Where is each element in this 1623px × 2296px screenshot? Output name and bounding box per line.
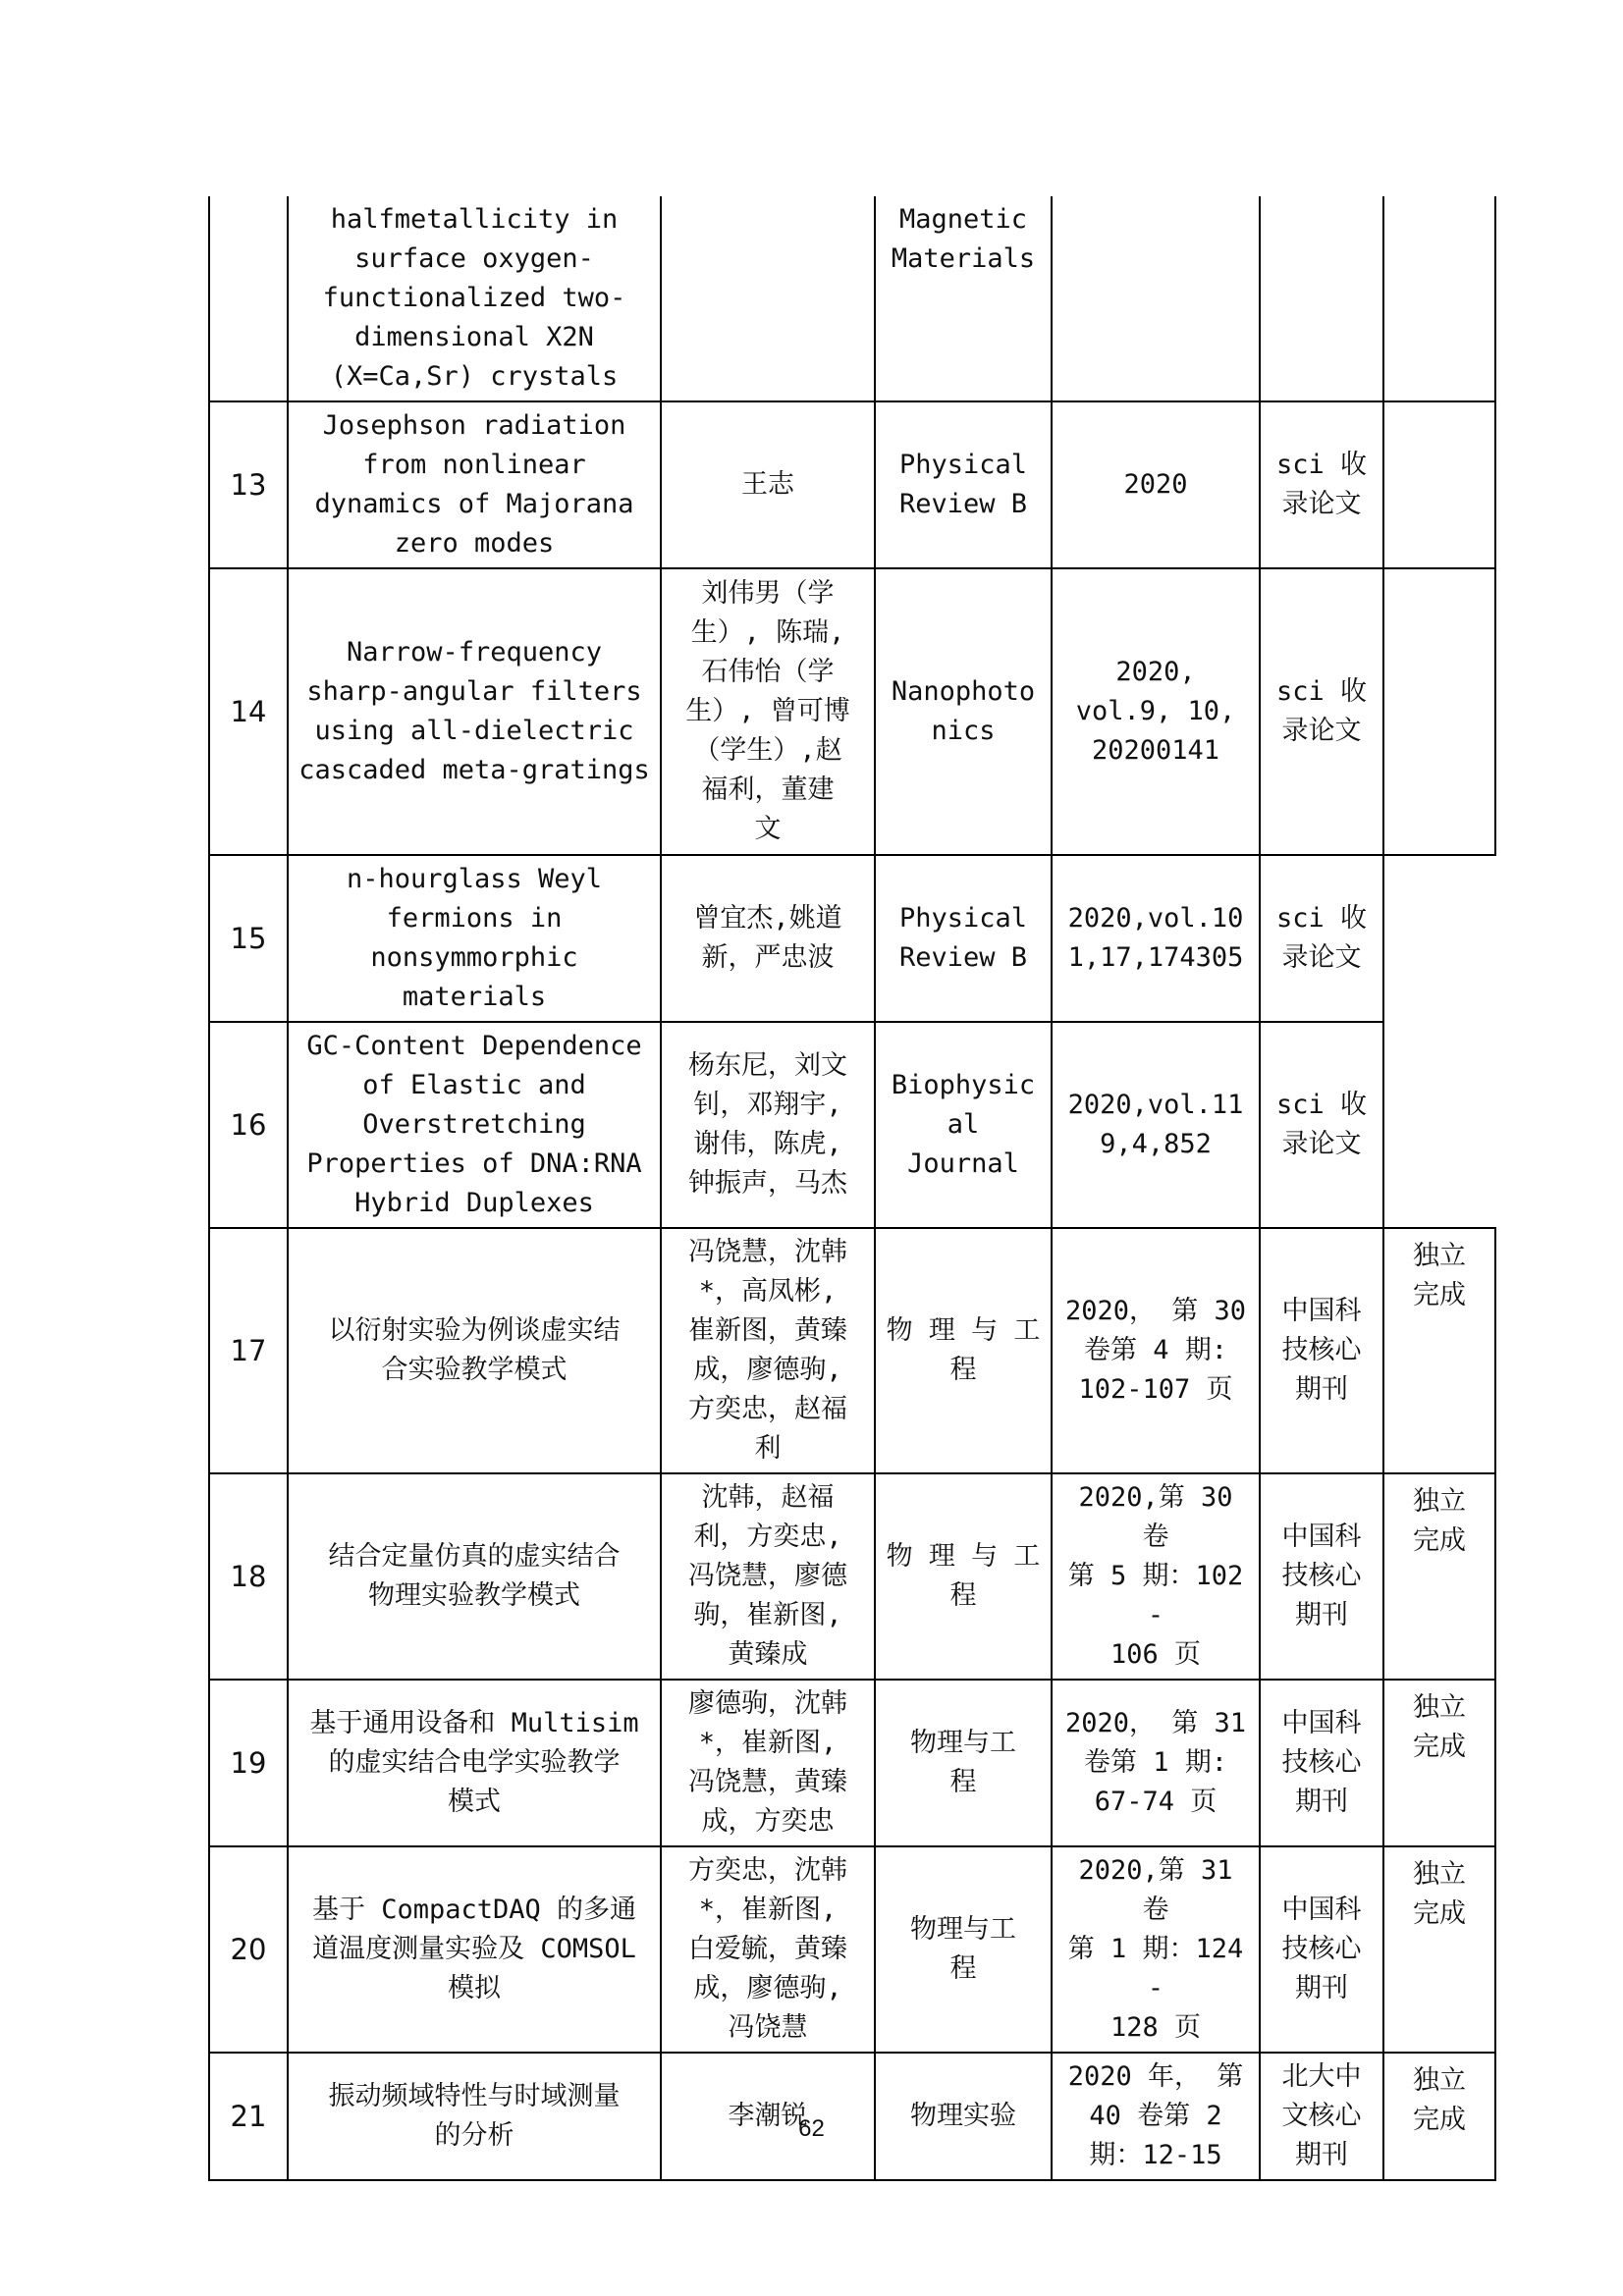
row-number: 15 <box>209 855 288 1022</box>
publish-info: 2020， 第 31 卷第 1 期: 67-74 页 <box>1052 1680 1260 1846</box>
table-row <box>209 568 1495 855</box>
publish-info: 2020 <box>1052 401 1260 568</box>
paper-authors: 刘伟男（学 生）, 陈瑞, 石伟怡（学 生）, 曾可博 （学生）,赵 福利，董建 文 <box>661 568 875 855</box>
index-type: 中国科 技核心 期刊 <box>1260 1846 1383 2053</box>
journal-name: Physical Review B <box>875 401 1052 568</box>
remark <box>1383 568 1495 855</box>
table-row <box>209 401 1495 568</box>
remark: 独立 完成 <box>1383 1680 1495 1846</box>
row-number: 20 <box>209 1846 288 2053</box>
journal-name: 物 理 与 工 程 <box>875 1473 1052 1680</box>
table-row <box>209 1022 1495 1228</box>
index-type: 中国科 技核心 期刊 <box>1260 1473 1383 1680</box>
paper-title: 以衍射实验为例谈虚实结 合实验教学模式 <box>288 1228 661 1473</box>
journal-name: 物理与工 程 <box>875 1846 1052 2053</box>
paper-title: 基于 CompactDAQ 的多通 道温度测量实验及 COMSOL 模拟 <box>288 1846 661 2053</box>
row-number: 19 <box>209 1680 288 1846</box>
table-row <box>209 855 1495 1022</box>
paper-authors: 冯饶慧，沈韩 *，高凤彬, 崔新图，黄臻 成，廖德驹, 方奕忠，赵福 利 <box>661 1228 875 1473</box>
index-type: sci 收 录论文 <box>1260 568 1383 855</box>
index-type <box>1260 196 1383 401</box>
index-type: 中国科 技核心 期刊 <box>1260 1228 1383 1473</box>
index-type: sci 收 录论文 <box>1260 1022 1383 1228</box>
paper-title: Josephson radiation from nonlinear dynamics of Majorana zero modes <box>288 401 661 568</box>
paper-authors: 沈韩，赵福 利，方奕忠, 冯饶慧，廖德 驹，崔新图, 黄臻成 <box>661 1473 875 1680</box>
row-number: 21 <box>209 2053 288 2180</box>
remark: 独立 完成 <box>1383 2053 1495 2180</box>
paper-title: 振动频域特性与时域测量 的分析 <box>288 2053 661 2180</box>
publish-info <box>1052 196 1260 401</box>
paper-authors <box>661 196 875 401</box>
row-number: 14 <box>209 568 288 855</box>
remark <box>1383 196 1495 401</box>
index-type: 中国科 技核心 期刊 <box>1260 1680 1383 1846</box>
table-row <box>209 1846 1495 2053</box>
paper-authors: 王志 <box>661 401 875 568</box>
publish-info: 2020,第 31 卷 第 1 期：124- 128 页 <box>1052 1846 1260 2053</box>
row-number: 16 <box>209 1022 288 1228</box>
paper-authors: 曾宜杰,姚道 新，严忠波 <box>661 855 875 1022</box>
paper-title: Narrow-frequency sharp-angular filters using all-dielectric cascaded meta-gratings <box>288 568 661 855</box>
paper-title: 基于通用设备和 Multisim 的虚实结合电学实验教学 模式 <box>288 1680 661 1846</box>
remark <box>1383 401 1495 568</box>
journal-name: Biophysic al Journal <box>875 1022 1052 1228</box>
publish-info: 2020， 第 30 卷第 4 期: 102-107 页 <box>1052 1228 1260 1473</box>
publication-table <box>208 196 1496 2181</box>
paper-authors: 廖德驹，沈韩 *，崔新图, 冯饶慧，黄臻 成，方奕忠 <box>661 1680 875 1846</box>
journal-name: Physical Review B <box>875 855 1052 1022</box>
page-number: 62 <box>798 2115 825 2142</box>
publish-info: 2020 年， 第 40 卷第 2 期：12-15 <box>1052 2053 1260 2180</box>
row-number: 18 <box>209 1473 288 1680</box>
paper-authors: 方奕忠，沈韩 *，崔新图, 白爱毓，黄臻 成，廖德驹, 冯饶慧 <box>661 1846 875 2053</box>
table-row <box>209 196 1495 401</box>
journal-name: Nanophoto nics <box>875 568 1052 855</box>
remark: 独立 完成 <box>1383 1473 1495 1680</box>
row-number: 17 <box>209 1228 288 1473</box>
paper-title: halfmetallicity in surface oxygen- functionalized two- dimensional X2N (X=Ca,Sr) crystals <box>288 196 661 401</box>
remark: 独立 完成 <box>1383 1228 1495 1473</box>
paper-title: n-hourglass Weyl fermions in nonsymmorphic materials <box>288 855 661 1022</box>
table-row <box>209 1228 1495 1473</box>
remark: 独立 完成 <box>1383 1846 1495 2053</box>
journal-name: 物 理 与 工 程 <box>875 1228 1052 1473</box>
journal-name: Magnetic Materials <box>875 196 1052 401</box>
publish-info: 2020,vol.11 9,4,852 <box>1052 1022 1260 1228</box>
remark <box>1383 855 1495 1022</box>
remark <box>1383 1022 1495 1228</box>
index-type: sci 收 录论文 <box>1260 401 1383 568</box>
journal-name: 物理与工 程 <box>875 1680 1052 1846</box>
publish-info: 2020,第 30 卷 第 5 期：102- 106 页 <box>1052 1473 1260 1680</box>
row-number: 13 <box>209 401 288 568</box>
table-row <box>209 1680 1495 1846</box>
table-row <box>209 1473 1495 1680</box>
index-type: sci 收 录论文 <box>1260 855 1383 1022</box>
publish-info: 2020,vol.10 1,17,174305 <box>1052 855 1260 1022</box>
index-type: 北大中 文核心 期刊 <box>1260 2053 1383 2180</box>
paper-authors: 李潮锐 <box>661 2053 875 2180</box>
publish-info: 2020, vol.9, 10, 20200141 <box>1052 568 1260 855</box>
journal-name: 物理实验 <box>875 2053 1052 2180</box>
paper-title: 结合定量仿真的虚实结合 物理实验教学模式 <box>288 1473 661 1680</box>
paper-authors: 杨东尼，刘文 钊，邓翔宇, 谢伟，陈虎, 钟振声，马杰 <box>661 1022 875 1228</box>
paper-title: GC-Content Dependence of Elastic and Overstretching Properties of DNA:RNA Hybrid Duplexes <box>288 1022 661 1228</box>
row-number <box>209 196 288 401</box>
